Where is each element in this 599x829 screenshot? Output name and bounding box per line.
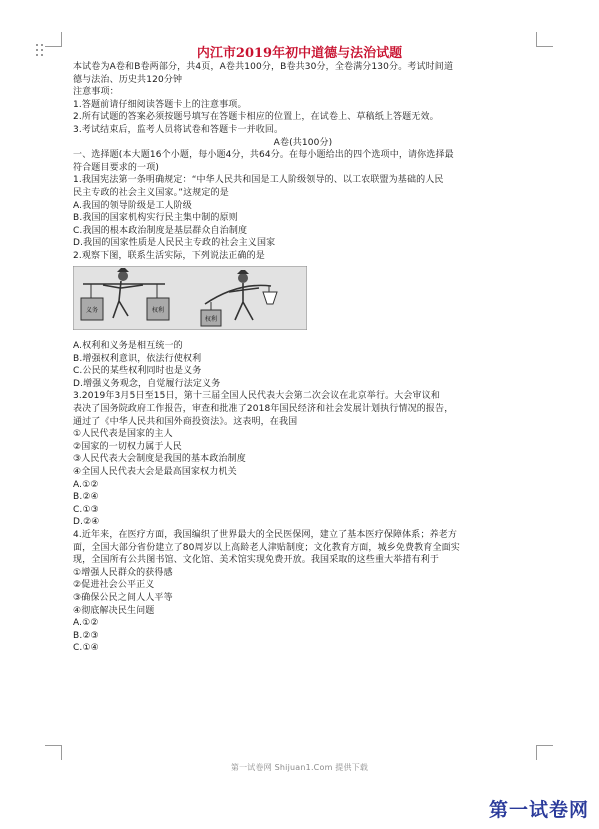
- option-line: D.②④: [73, 517, 100, 528]
- text-line: 本试卷为A卷和B卷两部分，共4页，A卷共100分，B卷共30分，全卷满分130分。考试时间道: [73, 62, 454, 72]
- option-line: D.增强义务观念，自觉履行法定义务: [73, 378, 221, 389]
- statement-line: ②国家的一切权力属于人民: [73, 441, 182, 452]
- text-line: 表决了国务院政府工作报告，审查和批准了2018年国民经济和社会发展计划执行情况的报告，: [73, 404, 454, 415]
- cartoon-label: 权利: [204, 315, 218, 323]
- cartoon-image: [73, 266, 307, 330]
- statement-line: ①人民代表是国家的主人: [73, 429, 173, 440]
- statement-line: ④全国人民代表大会是最高国家权力机关: [73, 467, 237, 478]
- statement-line: ②促进社会公平正义: [73, 580, 155, 591]
- statement-line: ③人民代表大会制度是我国的基本政治制度: [73, 454, 246, 465]
- option-line: B.②③: [73, 630, 99, 641]
- text-line: 2.所有试题的答案必须按题号填写在答题卡相应的位置上，在试卷上、草稿纸上答题无效。: [73, 112, 439, 123]
- option-line: D.我国的国家性质是人民民主专政的社会主义国家: [73, 238, 276, 249]
- text-line: 1.我国宪法第一条明确规定：“中华人民共和国是工人阶级领导的、以工农联盟为基础的人民: [73, 175, 444, 186]
- text-line: 符合题目要求的一项): [73, 162, 160, 173]
- option-line: C.我国的根本政治制度是基层群众自治制度: [73, 225, 248, 236]
- text-line: 一、选择题(本大题16个小题，每小题4分，共64分。在每小题给出的四个选项中，请你选择最: [73, 150, 454, 161]
- option-line: B.②④: [73, 492, 99, 503]
- cartoon-label: 权利: [151, 306, 165, 314]
- text-line: 1.答题前请仔细阅读答题卡上的注意事项。: [73, 99, 247, 110]
- text-line: 2.观察下图，联系生活实际，下列说法正确的是: [73, 250, 265, 261]
- option-line: C.公民的某些权利同时也是义务: [73, 366, 202, 377]
- text-line: 通过了《中华人民共和国外商投资法》。这表明，在我国: [73, 416, 298, 427]
- crop-mark-bottom-left: [45, 745, 62, 760]
- watermark-logo: 第一试卷网: [488, 799, 589, 821]
- option-line: A.①②: [73, 618, 99, 629]
- option-line: A.①②: [73, 479, 99, 490]
- document-title: 内江市2019年初中道德与法治试题: [196, 46, 403, 61]
- text-line: 民主专政的社会主义国家。”这规定的是: [73, 187, 229, 198]
- option-line: B.增强权利意识，依法行使权利: [73, 353, 202, 364]
- crop-mark-bottom-right: [536, 745, 553, 760]
- text-line: 3.2019年3月5日至15日，第十三届全国人民代表大会第二次会议在北京举行。大会审议和: [73, 391, 440, 402]
- cartoon-label: 义务: [85, 306, 99, 314]
- option-line: C.①④: [73, 643, 99, 654]
- text-line: 现，全国所有公共图书馆、文化馆、美术馆实现免费开放。我国采取的这些重大举措有利于: [73, 555, 440, 566]
- text-line: 面，全国大部分省份建立了80周岁以上高龄老人津贴制度；文化教育方面，城乡免费教育全面实: [73, 542, 460, 553]
- statement-line: ③确保公民之间人人平等: [73, 592, 173, 603]
- option-line: A.我国的领导阶级是工人阶级: [73, 200, 192, 211]
- text-line: 注意事项：: [73, 87, 119, 98]
- page-footer: 第一试卷网 Shijuan1.Com 提供下载: [230, 763, 369, 772]
- document-body: [73, 61, 533, 655]
- option-line: B.我国的国家机构实行民主集中制的原则: [73, 213, 238, 224]
- section-heading: A卷(共100分): [273, 137, 333, 148]
- statement-line: ④彻底解决民生问题: [73, 605, 155, 616]
- text-line: 3.考试结束后，监考人员将试卷和答题卡一并收回。: [73, 124, 284, 135]
- text-line: 德与法治、历史共120分钟: [73, 74, 183, 85]
- option-line: A.权利和义务是相互统一的: [73, 341, 183, 352]
- text-line: 4.近年来，在医疗方面，我国编织了世界最大的全民医保网，建立了基本医疗保障体系；养老方: [73, 530, 458, 540]
- statement-line: ①增强人民群众的获得感: [73, 567, 173, 578]
- option-line: C.①③: [73, 504, 99, 515]
